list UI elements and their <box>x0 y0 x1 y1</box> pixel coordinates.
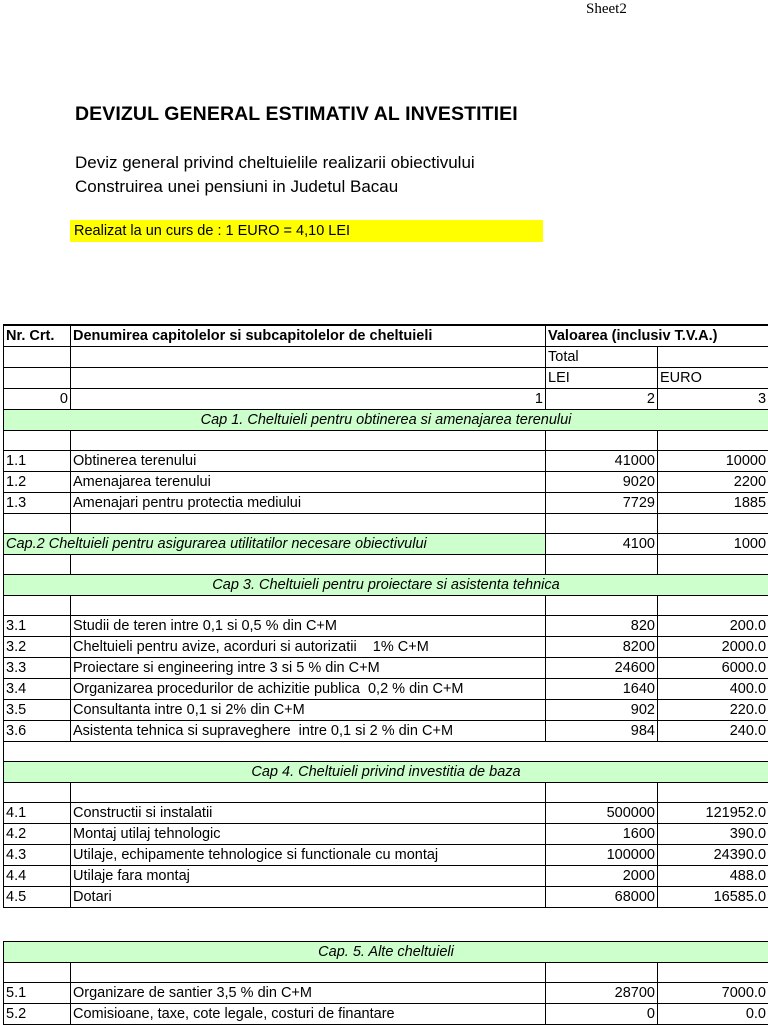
chapter-5-row <box>4 942 768 963</box>
row-nr: 1.3 <box>4 493 71 514</box>
estimate-table-chapter-5 <box>3 941 768 1025</box>
row-nr: 3.5 <box>4 700 71 721</box>
row-name: Montaj utilaj tehnologic <box>71 824 546 845</box>
row-name: Constructii si instalatii <box>71 803 546 824</box>
document-title: DEVIZUL GENERAL ESTIMATIV AL INVESTITIEI <box>75 103 518 126</box>
row-lei: 902 <box>546 700 658 721</box>
row-nr: 3.1 <box>4 616 71 637</box>
row-name: Obtinerea terenului <box>71 451 546 472</box>
row-lei: 68000 <box>546 887 658 908</box>
row-lei: 2000 <box>546 866 658 887</box>
row-lei: 984 <box>546 721 658 742</box>
empty-cell <box>71 368 546 389</box>
table-row <box>4 1004 768 1025</box>
row-nr: 5.1 <box>4 983 71 1004</box>
row-nr: 3.2 <box>4 637 71 658</box>
row-lei: 7729 <box>546 493 658 514</box>
spacer-row <box>4 783 768 803</box>
row-lei: 1640 <box>546 679 658 700</box>
table-row <box>4 866 768 887</box>
header-row <box>4 325 768 347</box>
estimate-table <box>3 324 768 908</box>
row-euro: 2000.0 <box>658 637 768 658</box>
row-euro: 10000 <box>658 451 768 472</box>
row-nr: 4.4 <box>4 866 71 887</box>
spacer-row <box>4 742 768 762</box>
row-name: Asistenta tehnica si supraveghere intre 0,1 si 2 % din C+M <box>71 721 546 742</box>
row-nr: 4.1 <box>4 803 71 824</box>
header-subrow-currency <box>4 368 768 389</box>
chapter-3-row <box>4 575 768 596</box>
row-euro: 16585.0 <box>658 887 768 908</box>
row-name: Amenajari pentru protectia mediului <box>71 493 546 514</box>
row-nr: 4.3 <box>4 845 71 866</box>
row-nr: 3.4 <box>4 679 71 700</box>
row-name: Amenajarea terenului <box>71 472 546 493</box>
table-row <box>4 637 768 658</box>
row-name: Utilaje, echipamente tehnologice si functionale cu montaj <box>71 845 546 866</box>
table-row <box>4 493 768 514</box>
chapter-2-lei: 4100 <box>546 534 658 555</box>
row-euro: 2200 <box>658 472 768 493</box>
header-subrow-total <box>4 347 768 368</box>
chapter-1-row <box>4 410 768 431</box>
row-name: Consultanta intre 0,1 si 2% din C+M <box>71 700 546 721</box>
chapter-1-title: Cap 1. Cheltuieli pentru obtinerea si amenajarea terenului <box>4 410 768 431</box>
col-index-1: 1 <box>71 389 546 410</box>
table-row <box>4 472 768 493</box>
row-euro: 488.0 <box>658 866 768 887</box>
table-row <box>4 803 768 824</box>
row-euro: 1885 <box>658 493 768 514</box>
chapter-2-row <box>4 534 768 555</box>
row-euro: 400.0 <box>658 679 768 700</box>
row-name: Utilaje fara montaj <box>71 866 546 887</box>
row-name: Dotari <box>71 887 546 908</box>
row-nr: 3.6 <box>4 721 71 742</box>
table-row <box>4 887 768 908</box>
table-row <box>4 700 768 721</box>
row-lei: 820 <box>546 616 658 637</box>
chapter-4-title: Cap 4. Cheltuieli privind investitia de baza <box>4 762 768 783</box>
table-row <box>4 721 768 742</box>
col-index-0: 0 <box>4 389 71 410</box>
spacer-row <box>4 431 768 451</box>
subtitle-line-1: Deviz general privind cheltuielile realizarii obiectivului <box>75 153 475 173</box>
row-euro: 24390.0 <box>658 845 768 866</box>
col-index-3: 3 <box>658 389 768 410</box>
table-row <box>4 824 768 845</box>
row-lei: 0 <box>546 1004 658 1025</box>
row-nr: 4.2 <box>4 824 71 845</box>
spacer-row <box>4 596 768 616</box>
spacer-row <box>4 963 768 983</box>
header-nr-crt: Nr. Crt. <box>4 325 71 347</box>
row-lei: 8200 <box>546 637 658 658</box>
row-nr: 1.1 <box>4 451 71 472</box>
col-index-2: 2 <box>546 389 658 410</box>
header-index-row <box>4 389 768 410</box>
exchange-rate-note: Realizat la un curs de : 1 EURO = 4,10 LEI <box>70 220 543 242</box>
chapter-3-title: Cap 3. Cheltuieli pentru proiectare si asistenta tehnica <box>4 575 768 596</box>
row-name: Cheltuieli pentru avize, acorduri si autorizatii 1% C+M <box>71 637 546 658</box>
row-lei: 100000 <box>546 845 658 866</box>
row-euro: 200.0 <box>658 616 768 637</box>
header-euro: EURO <box>658 368 768 389</box>
row-name: Organizare de santier 3,5 % din C+M <box>71 983 546 1004</box>
row-nr: 5.2 <box>4 1004 71 1025</box>
table-row <box>4 983 768 1004</box>
spacer-row <box>4 555 768 575</box>
empty-cell <box>71 347 546 368</box>
row-lei: 500000 <box>546 803 658 824</box>
row-nr: 3.3 <box>4 658 71 679</box>
empty-cell <box>4 368 71 389</box>
chapter-2-title: Cap.2 Cheltuieli pentru asigurarea utilitatilor necesare obiectivului <box>4 534 546 555</box>
header-valoarea: Valoarea (inclusiv T.V.A.) <box>546 325 768 347</box>
table-row <box>4 451 768 472</box>
spacer-row <box>4 514 768 534</box>
row-euro: 0.0 <box>658 1004 768 1025</box>
row-euro: 121952.0 <box>658 803 768 824</box>
row-name: Studii de teren intre 0,1 si 0,5 % din C+M <box>71 616 546 637</box>
table-row <box>4 616 768 637</box>
subtitle-line-2: Construirea unei pensiuni in Judetul Bacau <box>75 177 398 197</box>
row-euro: 240.0 <box>658 721 768 742</box>
row-name: Organizarea procedurilor de achizitie publica 0,2 % din C+M <box>71 679 546 700</box>
row-euro: 7000.0 <box>658 983 768 1004</box>
header-denumire: Denumirea capitolelor si subcapitolelor de cheltuieli <box>71 325 546 347</box>
chapter-5-title: Cap. 5. Alte cheltuieli <box>4 942 768 963</box>
row-euro: 390.0 <box>658 824 768 845</box>
row-nr: 1.2 <box>4 472 71 493</box>
row-lei: 9020 <box>546 472 658 493</box>
chapter-4-row <box>4 762 768 783</box>
header-total: Total <box>546 347 658 368</box>
row-name: Proiectare si engineering intre 3 si 5 % din C+M <box>71 658 546 679</box>
row-nr: 4.5 <box>4 887 71 908</box>
row-lei: 24600 <box>546 658 658 679</box>
table-row <box>4 845 768 866</box>
header-lei: LEI <box>546 368 658 389</box>
row-lei: 41000 <box>546 451 658 472</box>
table-row <box>4 679 768 700</box>
table-row <box>4 658 768 679</box>
row-euro: 220.0 <box>658 700 768 721</box>
row-euro: 6000.0 <box>658 658 768 679</box>
row-lei: 28700 <box>546 983 658 1004</box>
empty-cell <box>658 347 768 368</box>
row-lei: 1600 <box>546 824 658 845</box>
chapter-2-euro: 1000 <box>658 534 768 555</box>
empty-cell <box>4 347 71 368</box>
row-name: Comisioane, taxe, cote legale, costuri de finantare <box>71 1004 546 1025</box>
sheet-name-label: Sheet2 <box>586 1 627 18</box>
